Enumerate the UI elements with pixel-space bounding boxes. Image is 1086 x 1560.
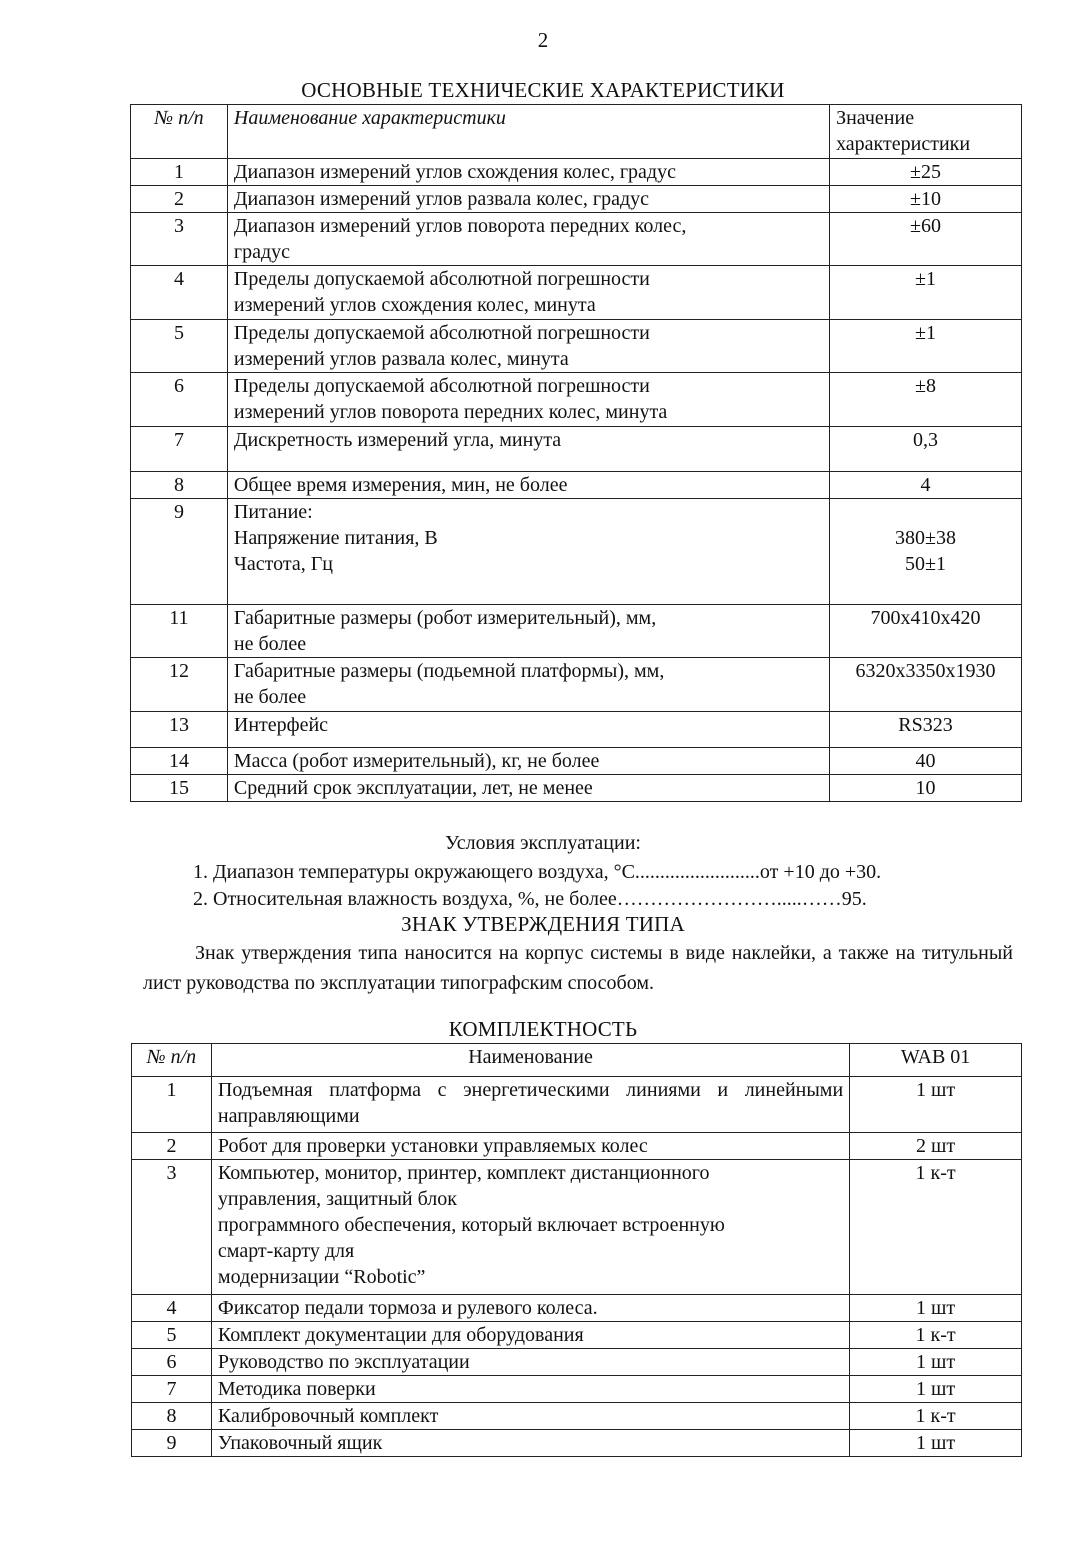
row-name: Подъемная платформа с энергетическими линиями и линейными направляющими: [211, 1077, 849, 1133]
row-value: ±25: [830, 159, 1022, 186]
row-name: Габаритные размеры (робот измерительный), мм, не более: [227, 605, 829, 658]
page-number: 2: [537, 28, 549, 52]
row-number: 7: [131, 427, 228, 472]
row-number: 8: [131, 472, 228, 499]
operating-conditions: [0, 832, 1086, 910]
row-name: Робот для проверки установки управляемых колес: [211, 1133, 849, 1160]
row-value: ±10: [830, 186, 1022, 213]
table-row: [132, 1133, 1022, 1160]
row-name: Диапазон измерений углов развала колес, градус: [227, 186, 829, 213]
row-number: 5: [132, 1322, 212, 1349]
row-value: RS323: [830, 712, 1022, 748]
row-value: 40: [830, 748, 1022, 775]
row-name: Диапазон измерений углов поворота передних колес, градус: [227, 213, 829, 266]
row-number: 11: [131, 605, 228, 658]
row-number: 1: [131, 159, 228, 186]
tech-specs-table: [130, 104, 1022, 802]
table-row: [131, 186, 1022, 213]
approval-text: Знак утверждения типа наносится на корпус системы в виде наклейки, а также на титульный лист руководства по эксплуатации типографским способом.: [143, 942, 1013, 994]
col-header-value: Значение характеристики: [830, 105, 1022, 159]
row-value: ±1: [830, 320, 1022, 373]
col-header-num: № п/п: [132, 1044, 212, 1077]
row-number: 9: [131, 499, 228, 605]
table-row: [131, 427, 1022, 472]
row-name: Общее время измерения, мин, не более: [227, 472, 829, 499]
table-row: [131, 213, 1022, 266]
row-value: 4: [830, 472, 1022, 499]
row-number: 4: [132, 1295, 212, 1322]
row-number: 15: [131, 775, 228, 802]
row-number: 6: [132, 1349, 212, 1376]
row-name: Габаритные размеры (подьемной платформы), мм, не более: [227, 658, 829, 712]
row-quantity: 1 шт: [850, 1077, 1022, 1133]
completeness-table: [131, 1043, 1022, 1457]
row-name: Упаковочный ящик: [211, 1430, 849, 1457]
row-name: Пределы допускаемой абсолютной погрешности измерений углов схождения колес, минута: [227, 266, 829, 320]
row-name: Дискретность измерений угла, минута: [227, 427, 829, 472]
completeness-header-row: [132, 1044, 1022, 1077]
row-value: ±1: [830, 266, 1022, 320]
row-value: 6320x3350x1930: [830, 658, 1022, 712]
row-quantity: 1 шт: [850, 1349, 1022, 1376]
table-row: [131, 712, 1022, 748]
table-row: [132, 1160, 1022, 1295]
row-quantity: 1 к-т: [850, 1403, 1022, 1430]
row-name: Калибровочный комплект: [211, 1403, 849, 1430]
row-number: 5: [131, 320, 228, 373]
table-row: [131, 748, 1022, 775]
row-name: Руководство по эксплуатации: [211, 1349, 849, 1376]
row-number: 3: [131, 213, 228, 266]
table-row: [131, 266, 1022, 320]
col-header-name: Наименование характеристики: [227, 105, 829, 159]
row-number: 2: [132, 1133, 212, 1160]
table-row: [131, 605, 1022, 658]
completeness-title: КОМПЛЕКТНОСТЬ: [448, 1017, 638, 1041]
table-row: [131, 159, 1022, 186]
row-name: Пределы допускаемой абсолютной погрешности измерений углов развала колес, минута: [227, 320, 829, 373]
table-row: [131, 775, 1022, 802]
row-name: Пределы допускаемой абсолютной погрешности измерений углов поворота передних колес, минута: [227, 373, 829, 427]
row-quantity: 2 шт: [850, 1133, 1022, 1160]
list-item: 2. Относительная влажность воздуха, %, не более…………………….....……95.: [193, 888, 867, 910]
table-row: [132, 1295, 1022, 1322]
row-value: 380±38 50±1: [830, 499, 1022, 605]
row-name: Интерфейс: [227, 712, 829, 748]
row-number: 9: [132, 1430, 212, 1457]
row-number: 7: [132, 1376, 212, 1403]
row-value: ±60: [830, 213, 1022, 266]
row-number: 8: [132, 1403, 212, 1430]
row-name: Комплект документации для оборудования: [211, 1322, 849, 1349]
table-row: [131, 320, 1022, 373]
table-row: [131, 373, 1022, 427]
row-name: Масса (робот измерительный), кг, не более: [227, 748, 829, 775]
row-name: Средний срок эксплуатации, лет, не менее: [227, 775, 829, 802]
table-row: [132, 1322, 1022, 1349]
tech-specs-header-row: [131, 105, 1022, 159]
row-value: 0,3: [830, 427, 1022, 472]
row-name: Компьютер, монитор, принтер, комплект дистанционного управления, защитный блок программного обеспечения, который включает встроенную смарт-карту для модернизации “Robotic”: [211, 1160, 849, 1295]
row-quantity: 1 шт: [850, 1430, 1022, 1457]
table-row: [132, 1403, 1022, 1430]
row-number: 12: [131, 658, 228, 712]
row-number: 4: [131, 266, 228, 320]
table-row: [132, 1430, 1022, 1457]
row-number: 1: [132, 1077, 212, 1133]
operating-conditions-title: Условия эксплуатации:: [445, 832, 641, 854]
col-header-num: № п/п: [131, 105, 228, 159]
row-quantity: 1 шт: [850, 1376, 1022, 1403]
row-value: ±8: [830, 373, 1022, 427]
row-quantity: 1 шт: [850, 1295, 1022, 1322]
row-name: Методика поверки: [211, 1376, 849, 1403]
row-name: Фиксатор педали тормоза и рулевого колеса.: [211, 1295, 849, 1322]
row-quantity: 1 к-т: [850, 1322, 1022, 1349]
col-header-model: WAB 01: [850, 1044, 1022, 1077]
list-item: 1. Диапазон температуры окружающего воздуха, °С.........................от +10 до +30.: [193, 861, 882, 883]
approval-title: ЗНАК УТВЕРЖДЕНИЯ ТИПА: [401, 912, 685, 936]
row-value: 700x410x420: [830, 605, 1022, 658]
row-quantity: 1 к-т: [850, 1160, 1022, 1295]
col-header-name: Наименование: [211, 1044, 849, 1077]
row-number: 3: [132, 1160, 212, 1295]
tech-specs-title: ОСНОВНЫЕ ТЕХНИЧЕСКИЕ ХАРАКТЕРИСТИКИ: [301, 78, 785, 102]
row-number: 14: [131, 748, 228, 775]
row-name: Диапазон измерений углов схождения колес, градус: [227, 159, 829, 186]
row-number: 6: [131, 373, 228, 427]
table-row: [131, 658, 1022, 712]
row-number: 13: [131, 712, 228, 748]
row-value: 10: [830, 775, 1022, 802]
table-row: [131, 499, 1022, 605]
table-row: [131, 472, 1022, 499]
row-number: 2: [131, 186, 228, 213]
table-row: [132, 1077, 1022, 1133]
table-row: [132, 1349, 1022, 1376]
row-name: Питание: Напряжение питания, В Частота, Гц: [227, 499, 829, 605]
table-row: [132, 1376, 1022, 1403]
